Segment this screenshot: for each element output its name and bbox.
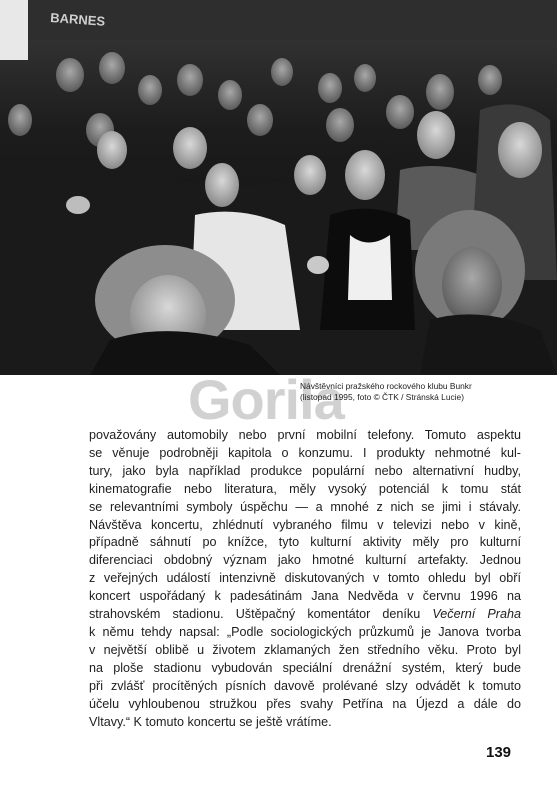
text-line-start: strahovském stadionu. Uštěpačný komentátor deníku — [89, 607, 433, 622]
concert-crowd-photo — [0, 0, 557, 375]
text-line: diferenciaci obdobný význam jako hmotné kulturní artefakty. Jednou — [89, 553, 521, 568]
text-line: se relevantními symboly úspěchu — a mnohé z nich se jimi i stávaly. — [89, 499, 521, 514]
text-line: na ploše stadionu vybudován speciální drenážní systém, který bude — [89, 660, 521, 675]
body-paragraph — [89, 427, 521, 731]
text-line — [89, 606, 521, 624]
text-line: v největší oblibě u životem zklamaných žen středního věku. Proto byl — [89, 642, 521, 657]
text-line: Vltavy.“ K tomuto koncertu se ještě vrátíme. — [89, 714, 332, 729]
text-line: se věnuje podrobněji kapitola o konzumu. I produkty nehmotné kul- — [89, 445, 521, 460]
caption-line: (listopad 1995, foto © ČTK / Stránská Lucie) — [300, 392, 464, 402]
text-line: případně sáhnutí po knížce, tyto kulturní aktivity měly pro kulturní — [89, 535, 521, 550]
caption-line: Návštěvníci pražského rockového klubu Bunkr — [300, 381, 472, 391]
page-number: 139 — [486, 744, 512, 761]
text-line: považovány automobily nebo první mobilní telefony. Tomuto aspektu — [89, 428, 521, 442]
text-line: k němu tehdy napsal: „Podle sociologických průzkumů je Janova tvorba — [89, 624, 521, 639]
text-line: z veřejných událostí intenzivně diskutovaných v tomto ohledu byl obří — [89, 571, 521, 586]
text-line: Návštěva koncertu, zhlédnutí vybraného filmu v televizi nebo v kině, — [89, 517, 521, 532]
newspaper-title: Večerní Praha — [432, 607, 521, 622]
text-line: při zvlášť procítěných písních davově prolévané slzy odvádět k tomuto — [89, 678, 521, 693]
text-line: kinematografie nebo literatura, měly vysoký potenciál k tomu stát — [89, 481, 521, 496]
text-line: účelu vyhloubenou stružkou přes svahy Petřína na Újezd a dále do — [89, 696, 521, 711]
publisher-watermark: Gorila — [188, 368, 344, 431]
text-line: koncert uspořádaný k padesátinám Jana Nedvěda v červnu 1996 na — [89, 589, 521, 604]
wall-sign: BARNES — [49, 10, 106, 29]
text-line: tury, jako byla například produkce populární nebo alternativní hudby, — [89, 463, 521, 478]
photo-caption — [300, 381, 520, 403]
